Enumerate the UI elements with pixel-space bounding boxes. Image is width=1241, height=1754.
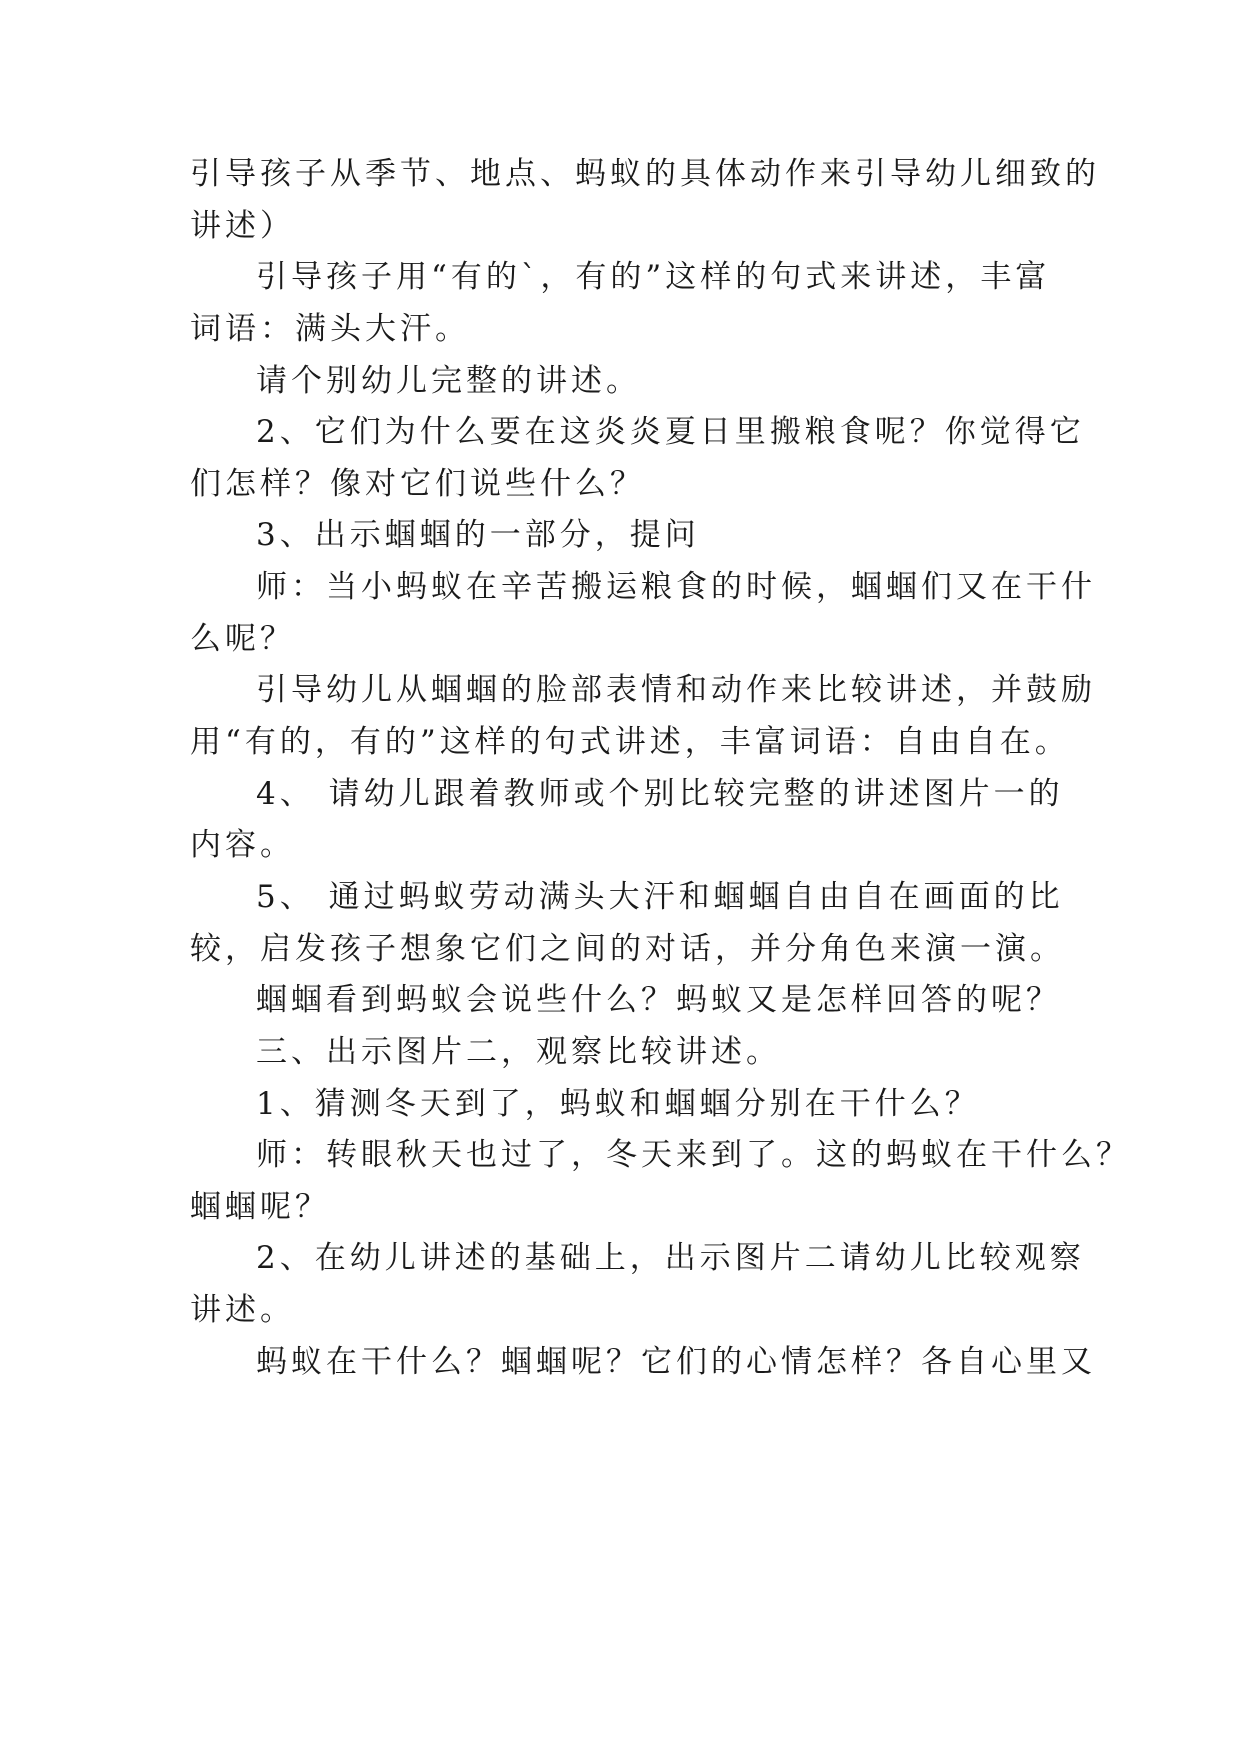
- text-line: 内容。: [190, 827, 295, 863]
- text-line: 引导孩子用“有的`，有的”这样的句式来讲述，丰富: [256, 259, 1051, 295]
- text-line: 师：当小蚂蚁在辛苦搬运粮食的时候，蝈蝈们又在干什: [256, 569, 1096, 605]
- text-line: 引导幼儿从蝈蝈的脸部表情和动作来比较讲述，并鼓励: [256, 672, 1096, 708]
- text-line: 词语：满头大汗。: [190, 311, 470, 347]
- text-line: 蝈蝈呢？: [190, 1189, 330, 1225]
- text-line: 请个别幼儿完整的讲述。: [256, 363, 641, 399]
- text-line: 4、 请幼儿跟着教师或个别比较完整的讲述图片一的: [256, 776, 1064, 812]
- text-line: 们怎样？像对它们说些什么？: [190, 466, 645, 502]
- text-line: 讲述）: [190, 208, 295, 244]
- text-line: 5、 通过蚂蚁劳动满头大汗和蝈蝈自由自在画面的比: [256, 879, 1064, 915]
- text-line: 引导孩子从季节、地点、蚂蚁的具体动作来引导幼儿细致的: [190, 156, 1100, 192]
- text-line: 蝈蝈看到蚂蚁会说些什么？蚂蚁又是怎样回答的呢？: [256, 982, 1061, 1018]
- text-line: 么呢？: [190, 621, 295, 657]
- text-line: 师：转眼秋天也过了，冬天来到了。这的蚂蚁在干什么？: [256, 1137, 1131, 1173]
- text-line: 三、出示图片二，观察比较讲述。: [256, 1034, 781, 1070]
- text-line: 讲述。: [190, 1292, 295, 1328]
- text-line: 蚂蚁在干什么？蝈蝈呢？它们的心情怎样？各自心里又: [256, 1344, 1096, 1380]
- text-line: 2、在幼儿讲述的基础上，出示图片二请幼儿比较观察: [256, 1240, 1085, 1276]
- text-line: 2、它们为什么要在这炎炎夏日里搬粮食呢？你觉得它: [256, 414, 1085, 450]
- text-line: 1、猜测冬天到了，蚂蚁和蝈蝈分别在干什么？: [256, 1086, 980, 1122]
- text-line: 3、出示蝈蝈的一部分，提问: [256, 517, 700, 553]
- text-line: 较，启发孩子想象它们之间的对话，并分角色来演一演。: [190, 931, 1065, 967]
- text-line: 用“有的，有的”这样的句式讲述，丰富词语：自由自在。: [190, 724, 1070, 760]
